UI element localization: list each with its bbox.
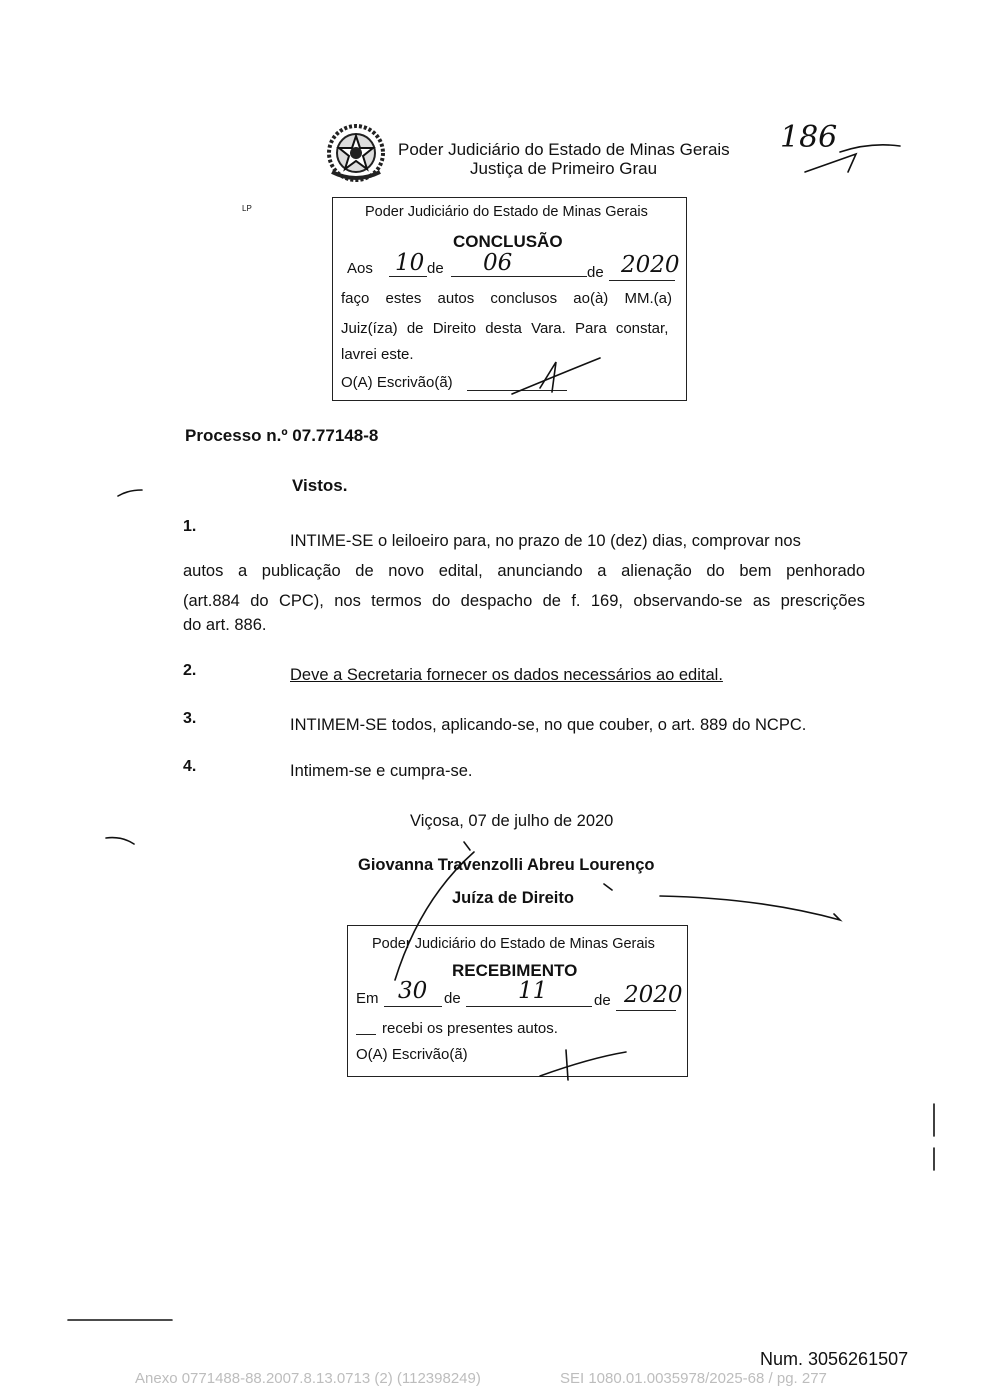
page-number-mark: 186 — [780, 120, 838, 155]
recebimento-day: 30 — [398, 978, 428, 1004]
conclusao-day: 10 — [395, 250, 425, 276]
recebimento-year-line — [616, 1010, 676, 1011]
recebimento-em-label: Em — [356, 990, 379, 1007]
conclusao-year-line — [609, 280, 675, 281]
conclusao-aos-label: Aos — [347, 260, 373, 277]
recebimento-month: 11 — [518, 978, 548, 1004]
recebimento-de1-label: de — [444, 990, 461, 1007]
long-signature-stroke — [660, 896, 840, 920]
header-court-name: Poder Judiciário do Estado de Minas Gerais — [398, 140, 730, 159]
conclusao-title: CONCLUSÃO — [453, 232, 563, 251]
conclusao-signer: O(A) Escrivão(ã) — [341, 374, 453, 391]
document-number: Num. 3056261507 — [760, 1349, 909, 1369]
recebimento-stamp — [347, 925, 688, 1077]
conclusao-line4: lavrei este. — [341, 346, 414, 363]
conclusao-stamp — [332, 197, 687, 401]
recebimento-header: Poder Judiciário do Estado de Minas Gerais — [372, 936, 655, 952]
item-3-text: INTIMEM-SE todos, aplicando-se, no que couber, o art. 889 do NCPC. — [290, 716, 807, 734]
item-1-line-2: autos a publicação de novo edital, anunciando a alienação do bem penhorado — [183, 562, 865, 580]
conclusao-header: Poder Judiciário do Estado de Minas Gerais — [365, 204, 648, 220]
margin-mark-1 — [118, 490, 142, 496]
small-mark: LP — [242, 204, 252, 213]
item-1-line-3: (art.884 do CPC), nos termos do despacho de f. 169, observando-se as prescrições — [183, 592, 865, 610]
item-1-number: 1. — [183, 518, 197, 535]
vistos-heading: Vistos. — [292, 476, 348, 495]
conclusao-line3: Juiz(íza) de Direito desta Vara. Para constar, — [341, 320, 669, 337]
conclusao-line2: faço estes autos conclusos ao(à) MM.(a) — [341, 290, 672, 307]
item-2-text: Deve a Secretaria fornecer os dados necessários ao edital. — [290, 666, 723, 684]
recebimento-title: RECEBIMENTO — [452, 961, 578, 980]
brazil-coat-of-arms-icon — [326, 122, 386, 184]
conclusao-month-line — [451, 276, 587, 277]
margin-mark-2 — [106, 838, 134, 844]
conclusao-year: 2020 — [621, 252, 680, 278]
recebimento-line2: recebi os presentes autos. — [382, 1020, 558, 1037]
conclusao-month: 06 — [483, 250, 513, 276]
item-1-line-4: do art. 886. — [183, 616, 267, 634]
header-instance: Justiça de Primeiro Grau — [470, 159, 658, 178]
footer-annex-reference: Anexo 0771488-88.2007.8.13.0713 (2) (112398249) — [135, 1370, 481, 1387]
page-mark-flourish — [805, 154, 856, 172]
judge-signature-stroke — [464, 842, 470, 850]
item-4-text: Intimem-se e cumpra-se. — [290, 762, 473, 780]
judge-role: Juíza de Direito — [452, 889, 574, 907]
process-number: Processo n.º 07.77148-8 — [185, 426, 379, 445]
conclusao-day-line — [389, 276, 427, 277]
footer-sei-reference: SEI 1080.01.0035978/2025-68 / pg. 277 — [560, 1370, 827, 1387]
item-3-number: 3. — [183, 710, 197, 727]
recebimento-year: 2020 — [624, 982, 683, 1008]
place-and-date: Viçosa, 07 de julho de 2020 — [410, 812, 614, 830]
judge-name: Giovanna Travenzolli Abreu Lourenço — [358, 856, 655, 874]
item-2-number: 2. — [183, 662, 197, 679]
recebimento-day-line — [384, 1006, 442, 1007]
conclusao-signature-line — [467, 390, 567, 391]
item-4-number: 4. — [183, 758, 197, 775]
conclusao-de1-label: de — [427, 260, 444, 277]
recebimento-signer: O(A) Escrivão(ã) — [356, 1046, 468, 1063]
recebimento-blank-line — [356, 1034, 376, 1035]
recebimento-month-line — [466, 1006, 592, 1007]
item-1-first-line: INTIME-SE o leiloeiro para, no prazo de 10 (dez) dias, comprovar nos — [290, 532, 801, 550]
conclusao-de2-label: de — [587, 264, 604, 281]
recebimento-de2-label: de — [594, 992, 611, 1009]
